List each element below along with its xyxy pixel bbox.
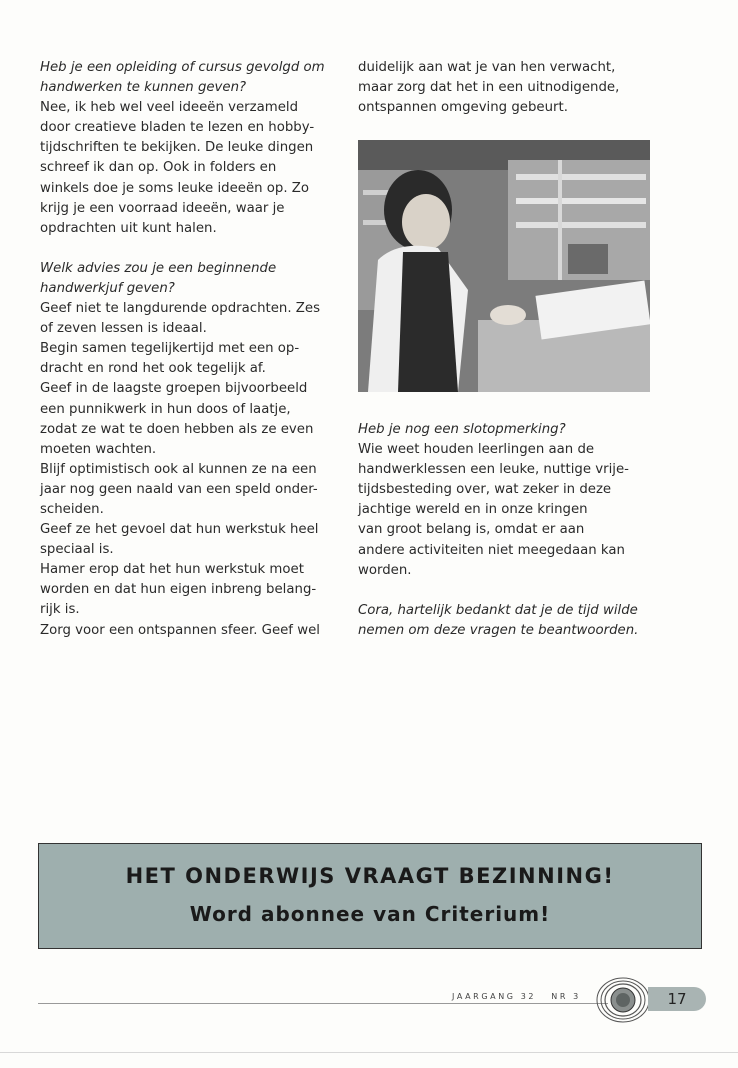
answer-1-line: opdrachten uit kunt halen. bbox=[40, 220, 217, 236]
question-3: Heb je nog een slotopmerking? bbox=[358, 422, 566, 437]
answer-2-line: een punnikwerk in hun doos of laatje, bbox=[40, 401, 291, 417]
answer-2-line: jaar nog geen naald van een speld onder- bbox=[40, 481, 318, 497]
answer-2-line: Blijf optimistisch ook al kunnen ze na een bbox=[40, 461, 317, 477]
answer-2-line: dracht en rond het ook tegelijk af. bbox=[40, 361, 266, 377]
footer-volume: JAARGANG 32 bbox=[452, 992, 537, 1001]
question-1-line-2: handwerken te kunnen geven? bbox=[40, 80, 247, 96]
answer-2-line: Begin samen tegelijkertijd met een op- bbox=[40, 341, 300, 357]
footer-rule bbox=[38, 1003, 608, 1004]
answer-3-line: worden. bbox=[358, 562, 412, 578]
seal-icon bbox=[596, 977, 650, 1023]
answer-1-line: schreef ik dan op. Ook in folders en bbox=[40, 160, 277, 176]
answer-2-line: moeten wachten. bbox=[40, 441, 157, 457]
answer-1-line: krijg je een voorraad ideeën, waar je bbox=[40, 200, 285, 216]
continuation-line: ontspannen omgeving gebeurt. bbox=[358, 100, 568, 116]
page-number: 17 bbox=[648, 987, 706, 1011]
answer-2-line: rijk is. bbox=[40, 602, 80, 618]
photo-illustration bbox=[358, 140, 650, 392]
answer-2-line: Hamer erop dat het hun werkstuk moet bbox=[40, 562, 304, 578]
answer-1-line: tijdschriften te bekijken. De leuke dingen bbox=[40, 140, 314, 156]
answer-3-line: Wie weet houden leerlingen aan de bbox=[358, 442, 595, 458]
thanks-line-2: nemen om deze vragen te beantwoorden. bbox=[358, 622, 639, 638]
answer-3-line: jachtige wereld en in onze kringen bbox=[358, 502, 588, 518]
bottom-rule bbox=[0, 1052, 738, 1053]
answer-2-line: Geef in de laagste groepen bijvoorbeeld bbox=[40, 381, 308, 397]
answer-2-line: scheiden. bbox=[40, 501, 104, 517]
answer-2-line: zodat ze wat te doen hebben als ze even bbox=[40, 421, 314, 437]
question-2-line-1: Welk advies zou je een beginnende bbox=[40, 260, 277, 276]
banner-subline: Word abonnee van Criterium! bbox=[189, 902, 551, 926]
banner-headline: HET ONDERWIJS VRAAGT BEZINNING! bbox=[125, 864, 615, 888]
answer-2-line: Zorg voor een ontspannen sfeer. Geef wel bbox=[40, 622, 320, 638]
answer-3-line: handwerklessen een leuke, nuttige vrije- bbox=[358, 462, 629, 478]
subscription-banner bbox=[38, 843, 702, 949]
answer-3-line: van groot belang is, omdat er aan bbox=[358, 522, 585, 538]
answer-1-line: Nee, ik heb wel veel ideeën verzameld bbox=[40, 100, 299, 116]
answer-1-line: winkels doe je soms leuke ideeën op. Zo bbox=[40, 180, 310, 196]
right-column-top bbox=[358, 58, 658, 118]
classroom-photo bbox=[358, 140, 650, 392]
continuation-line: duidelijk aan wat je van hen verwacht, bbox=[358, 60, 616, 75]
footer-issue: NR 3 bbox=[551, 992, 581, 1001]
footer-volume-info bbox=[452, 992, 591, 1001]
thanks-line-1: Cora, hartelijk bedankt dat je de tijd wilde bbox=[358, 602, 638, 618]
left-column bbox=[40, 58, 340, 641]
continuation-line: maar zorg dat het in een uitnodigende, bbox=[358, 80, 620, 96]
answer-2-line: of zeven lessen is ideaal. bbox=[40, 321, 207, 337]
question-1-line-1: Heb je een opleiding of cursus gevolgd om bbox=[40, 60, 325, 75]
answer-1-line: door creatieve bladen te lezen en hobby- bbox=[40, 120, 315, 136]
answer-2-line: Geef niet te langdurende opdrachten. Zes bbox=[40, 301, 321, 317]
answer-2-line: Geef ze het gevoel dat hun werkstuk heel bbox=[40, 522, 319, 538]
answer-2-line: speciaal is. bbox=[40, 542, 114, 558]
answer-3-line: andere activiteiten niet meegedaan kan bbox=[358, 542, 625, 558]
right-column-bottom bbox=[358, 420, 658, 641]
answer-2-line: worden en dat hun eigen inbreng belang- bbox=[40, 582, 317, 598]
answer-3-line: tijdsbesteding over, wat zeker in deze bbox=[358, 482, 612, 498]
question-2-line-2: handwerkjuf geven? bbox=[40, 280, 175, 296]
